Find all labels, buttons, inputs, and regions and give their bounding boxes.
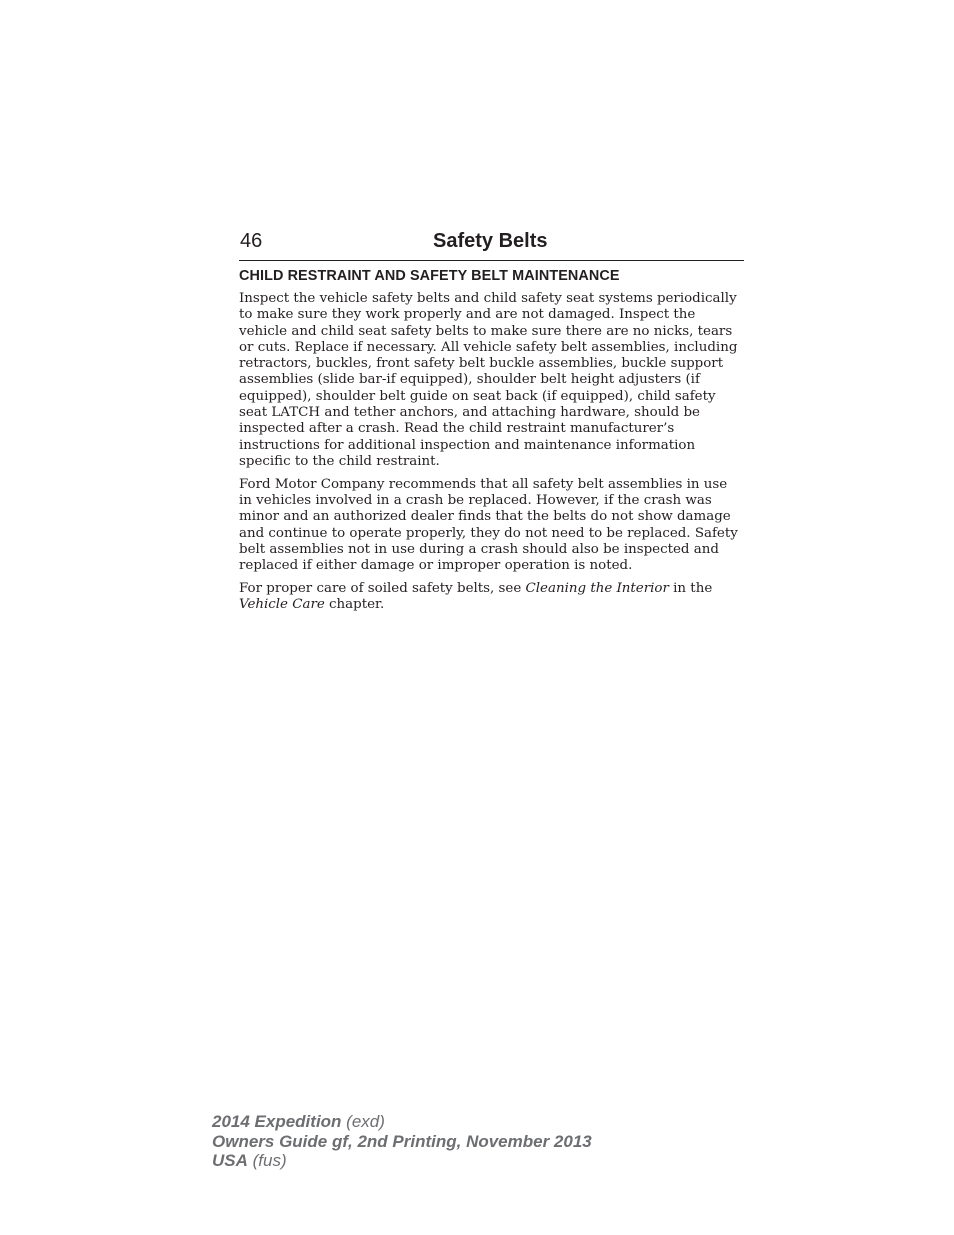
footer-model-code: (exd) bbox=[346, 1112, 385, 1131]
footer-printing: Owners Guide gf, 2nd Printing, November 2013 bbox=[212, 1131, 592, 1151]
footer-region-code: (fus) bbox=[252, 1151, 287, 1170]
footer-region-line bbox=[212, 1151, 592, 1171]
section-heading: CHILD RESTRAINT AND SAFETY BELT MAINTENANCE bbox=[239, 268, 620, 284]
paragraph-inspection: Inspect the vehicle safety belts and child safety seat systems periodically to make sure they work properly and are not damaged. Inspect the vehicle and child seat safety belts to make sure there are no nicks, tears or cuts. Replace if necessary. All vehicle safety belt assemblies, including retractors, buckles, front safety belt buckle assemblies, buckle support assemblies (slide bar-if equipped), shoulder belt height adjusters (if equipped), shoulder belt guide on seat back (if equipped), child safety seat LATCH and tether anchors, and attaching hardware, should be inspected after a crash. Read the child restraint manufacturer’s instructions for additional inspection and maintenance information specific to the child restraint. bbox=[239, 291, 738, 469]
page-header bbox=[239, 228, 744, 261]
page-number: 46 bbox=[240, 230, 263, 252]
footer-printing-line bbox=[212, 1132, 592, 1152]
page-footer bbox=[212, 1112, 592, 1171]
footer-model-line bbox=[212, 1112, 592, 1132]
care-text-before: For proper care of soiled safety belts, see bbox=[239, 581, 526, 597]
paragraph-care bbox=[239, 581, 744, 614]
footer-model: 2014 Expedition bbox=[212, 1112, 342, 1131]
cleaning-interior-reference[interactable]: Cleaning the Interior bbox=[525, 581, 669, 597]
chapter-title: Safety Belts bbox=[433, 230, 548, 252]
care-text-middle: in the bbox=[668, 581, 713, 597]
paragraph-replacement: Ford Motor Company recommends that all safety belt assemblies in use in vehicles involved in a crash be replaced. However, if the crash was minor and an authorized dealer finds that the belts do not show damage and continue to operate properly, they do not need to be replaced. Safety belt assemblies not in use during a crash should also be inspected and replaced if either damage or improper operation is noted. bbox=[239, 476, 738, 574]
footer-region: USA bbox=[212, 1151, 248, 1170]
vehicle-care-reference[interactable]: Vehicle Care bbox=[239, 597, 325, 613]
main-content bbox=[239, 266, 744, 620]
care-text-after: chapter. bbox=[324, 597, 385, 613]
